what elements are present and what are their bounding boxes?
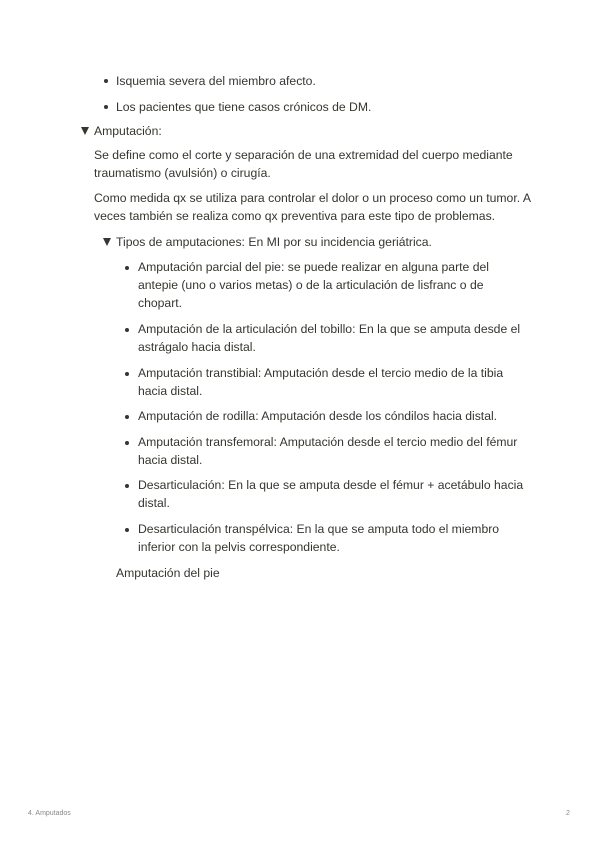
footer-left: 4. Amputados: [28, 810, 71, 817]
list-item: Amputación transfemoral: Amputación desde el tercio medio del fémur hacia distal.: [138, 435, 518, 467]
list-item: Amputación de la articulación del tobillo: En la que se amputa desde el astrágalo hacia distal.: [138, 322, 521, 354]
list-item: Los pacientes que tiene casos crónicos de DM.: [116, 100, 372, 114]
bullet-dot: [125, 484, 129, 488]
bullet-dot: [104, 105, 108, 109]
list-item: Amputación parcial del pie: se puede realizar en alguna parte del antepie (uno o varios metas) o de la articulación de lisfranc o de chopart.: [138, 260, 489, 310]
trailing-text: Amputación del pie: [116, 566, 220, 580]
bullet-dot: [125, 528, 129, 532]
list-item: Desarticulación transpélvica: En la que se amputa todo el miembro inferior con la pelvis correspondiente.: [138, 522, 500, 554]
bullet-dot: [125, 372, 129, 376]
paragraph: Como medida qx se utiliza para controlar el dolor o un proceso como un tumor. A veces también se realiza como qx preventiva para este tipo de problemas.: [94, 191, 531, 223]
page-number: 2: [566, 810, 570, 817]
bullet-dot: [125, 415, 129, 419]
bullet-dot: [125, 441, 129, 445]
bullet-dot: [125, 266, 129, 270]
list-item: Isquemia severa del miembro afecto.: [116, 74, 316, 88]
toggle-triangle-icon[interactable]: [81, 127, 89, 135]
list-item: Amputación transtibial: Amputación desde el tercio medio de la tibia hacia distal.: [138, 366, 504, 398]
toggle-heading[interactable]: Amputación:: [94, 124, 162, 138]
bullet-dot: [104, 79, 108, 83]
paragraph: Se define como el corte y separación de una extremidad del cuerpo mediante traumatismo (avulsión) o cirugía.: [94, 148, 513, 180]
bullet-dot: [125, 328, 129, 332]
toggle-triangle-icon[interactable]: [103, 238, 111, 246]
toggle-heading[interactable]: Tipos de amputaciones: En MI por su incidencia geriátrica.: [116, 235, 432, 249]
list-item: Desarticulación: En la que se amputa desde el fémur + acetábulo hacia distal.: [138, 478, 524, 510]
list-item: Amputación de rodilla: Amputación desde los cóndilos hacia distal.: [138, 409, 498, 423]
